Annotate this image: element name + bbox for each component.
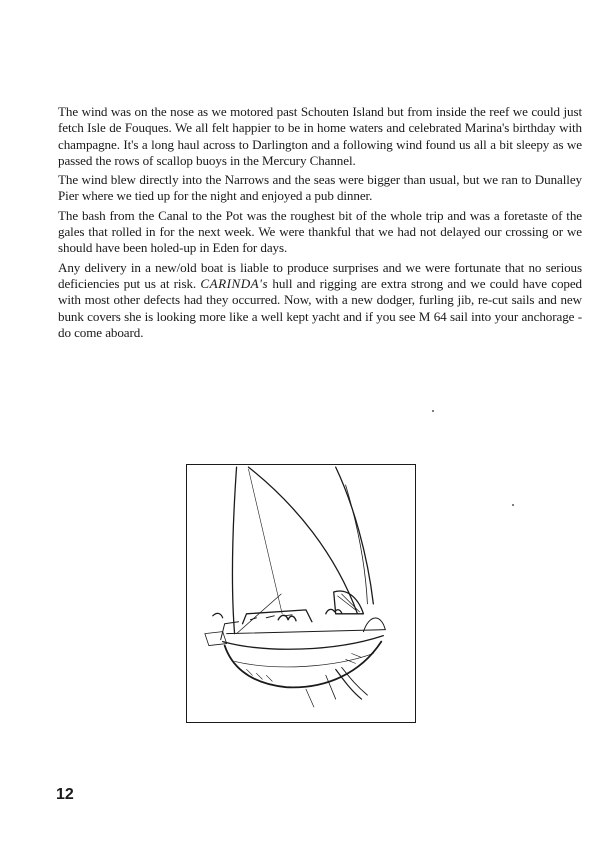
scan-speck xyxy=(512,504,514,506)
yacht-illustration xyxy=(186,464,416,723)
mainsail-luff xyxy=(232,467,236,634)
page-number: 12 xyxy=(56,786,74,803)
sailboat-drawing xyxy=(187,465,415,722)
paragraph-2: The wind blew directly into the Narrows and the seas were bigger than usual, but we ran to Dunalley Pier where we tied up for the night and enjoyed a pub dinner. xyxy=(58,172,582,204)
paragraph-4 xyxy=(58,260,582,341)
boat-name: CARINDA's xyxy=(200,275,269,291)
scan-speck xyxy=(432,410,434,412)
paragraph-3: The bash from the Canal to the Pot was the roughest bit of the whole trip and was a foretaste of the gales that rolled in for the next week. We were thankful that we had not delayed our crossing or we should have been holed-up in Eden for days. xyxy=(58,207,582,256)
headsail xyxy=(334,591,364,614)
paragraph-4-start: Any delivery in a new/old boat is liable to produce surprises and we were fortunate that no serious deficiencies put us at risk. xyxy=(58,259,582,291)
article-body xyxy=(58,104,582,344)
cabin xyxy=(243,610,312,624)
crew xyxy=(278,615,296,620)
paragraph-1: The wind was on the nose as we motored past Schouten Island but from inside the reef we could just fetch Isle de Fouques. We all felt happier to be in home waters and celebrated Marina's birthday with champagne. It's a long haul across to Darlington and a following wind found us all a bit sleepy as we passed the rows of scallop buoys in the Mercury Channel. xyxy=(58,104,582,168)
jib-sail xyxy=(336,467,374,604)
paragraph-4-end: hull and rigging are extra strong and we could have coped with most other defects had they occurred. Now, with a new dodger, furling jib, re-cut sails and new bunk covers she is looking more like a well kept yacht and if you see M 64 sail into your anchorage - do come aboard. xyxy=(58,275,583,340)
